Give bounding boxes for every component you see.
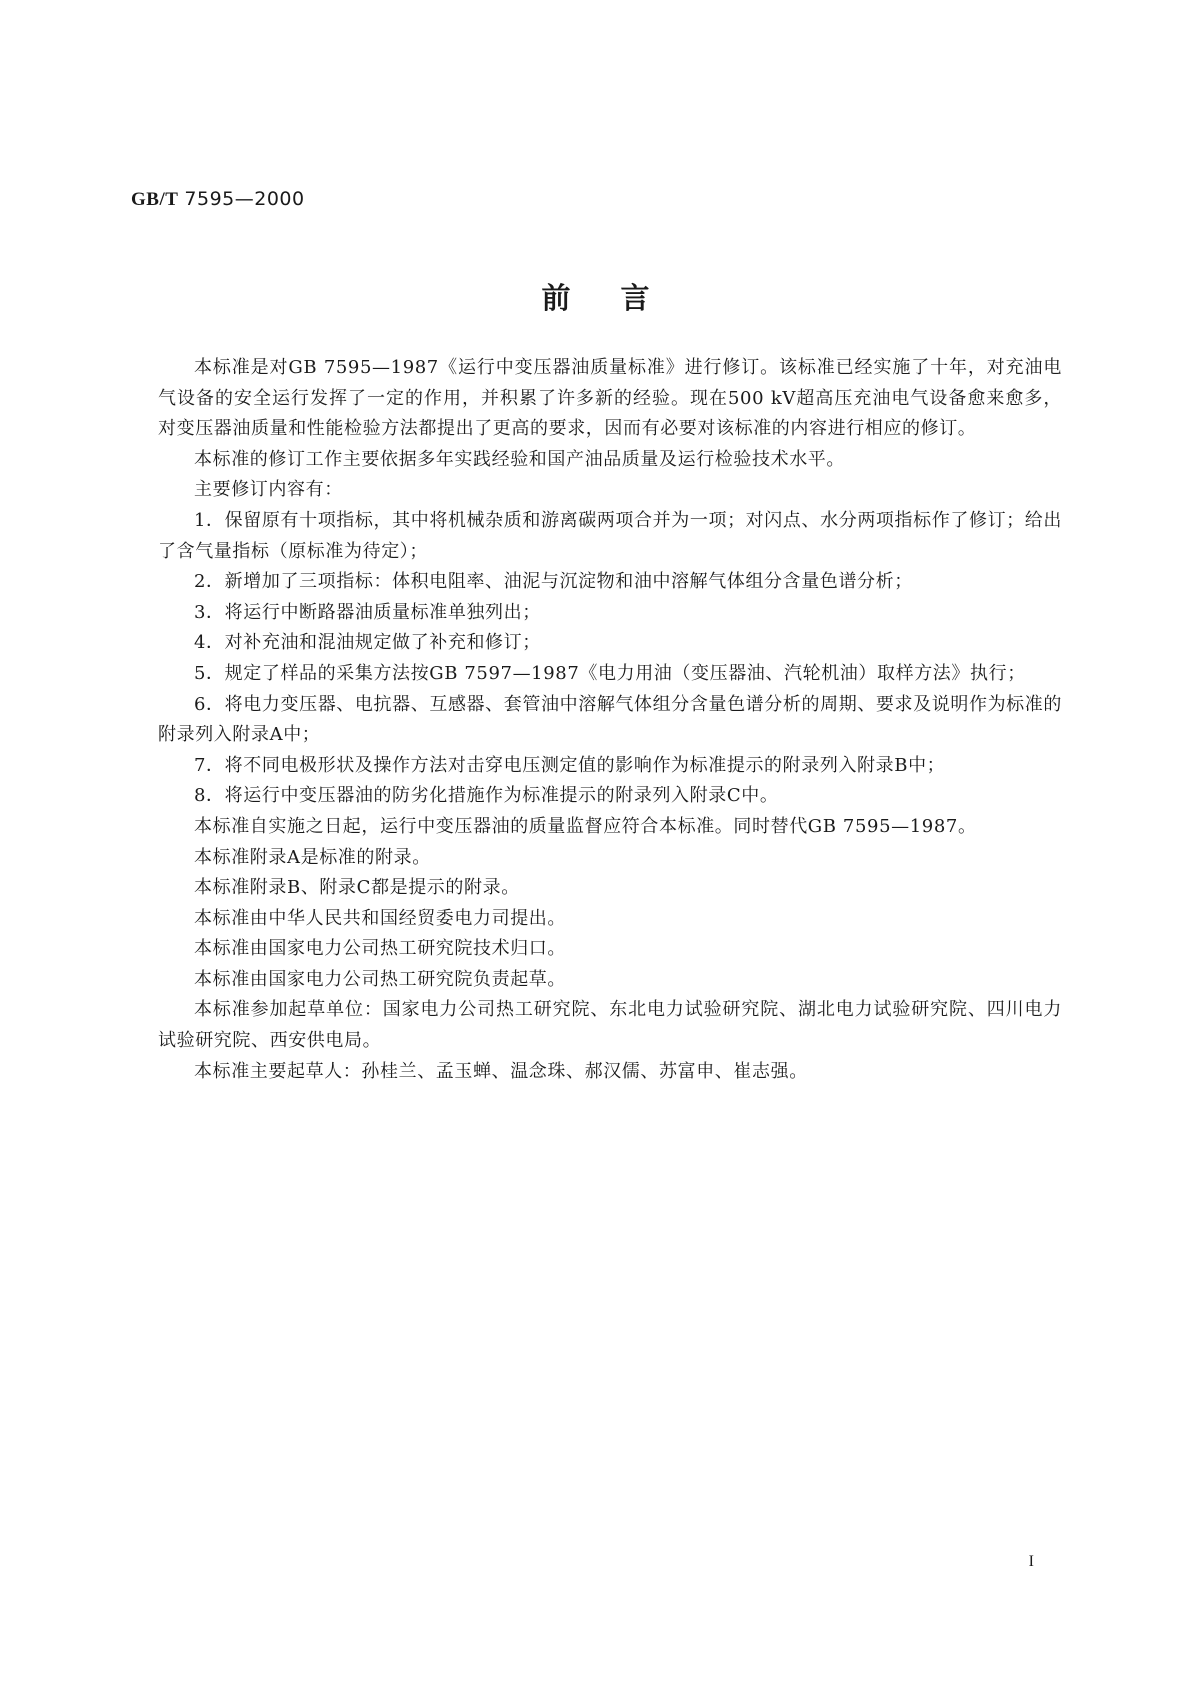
list-item: 3．将运行中断路器油质量标准单独列出； <box>194 601 541 623</box>
list-item: 1．保留原有十项指标，其中将机械杂质和游离碳两项合并为一项；对闪点、水分两项指标作了修订；给出了含气量指标（原标准为待定）； <box>158 509 1062 562</box>
paragraph: 本标准附录B、附录C都是提示的附录。 <box>194 877 520 899</box>
paragraph: 本标准附录A是标准的附录。 <box>194 846 431 868</box>
list-item: 7．将不同电极形状及操作方法对击穿电压测定值的影响作为标准提示的附录列入附录B中； <box>194 754 946 776</box>
standard-number <box>131 187 305 212</box>
foreword-body <box>158 353 1062 1087</box>
standard-code: 7595—2000 <box>184 188 305 210</box>
paragraph: 本标准主要起草人：孙桂兰、孟玉蝉、温念珠、郝汉儒、苏富申、崔志强。 <box>194 1060 808 1082</box>
list-item: 6．将电力变压器、电抗器、互感器、套管油中溶解气体组分含量色谱分析的周期、要求及说明作为标准的附录列入附录A中； <box>158 693 1062 746</box>
list-item: 5．规定了样品的采集方法按GB 7597—1987《电力用油（变压器油、汽轮机油）取样方法》执行； <box>194 662 1026 684</box>
paragraph: 本标准由国家电力公司热工研究院技术归口。 <box>194 938 566 960</box>
page-title: 前言 <box>541 281 700 315</box>
paragraph: 本标准参加起草单位：国家电力公司热工研究院、东北电力试验研究院、湖北电力试验研究院、四川电力试验研究院、西安供电局。 <box>158 999 1062 1052</box>
list-item: 8．将运行中变压器油的防劣化措施作为标准提示的附录列入附录C中。 <box>194 785 779 807</box>
paragraph: 主要修订内容有： <box>194 479 343 501</box>
paragraph: 本标准的修订工作主要依据多年实践经验和国产油品质量及运行检验技术水平。 <box>194 448 845 470</box>
page-number: I <box>1028 1553 1034 1570</box>
standard-prefix: GB/T <box>131 189 179 210</box>
paragraph: 本标准是对GB 7595—1987《运行中变压器油质量标准》进行修订。该标准已经实施了十年，对充油电气设备的安全运行发挥了一定的作用，并积累了许多新的经验。现在500 kV超高压充油电气设备愈来愈多，对变压器油质量和性能检验方法都提出了更高的要求，因而有必要对该标准的内容进行相应的修订。 <box>158 357 1062 440</box>
list-item: 2．新增加了三项指标：体积电阻率、油泥与沉淀物和油中溶解气体组分含量色谱分析； <box>194 571 913 593</box>
paragraph: 本标准由国家电力公司热工研究院负责起草。 <box>194 968 566 990</box>
paragraph: 本标准由中华人民共和国经贸委电力司提出。 <box>194 907 566 929</box>
list-item: 4．对补充油和混油规定做了补充和修订； <box>194 632 541 654</box>
paragraph: 本标准自实施之日起，运行中变压器油的质量监督应符合本标准。同时替代GB 7595—1987。 <box>194 815 977 837</box>
